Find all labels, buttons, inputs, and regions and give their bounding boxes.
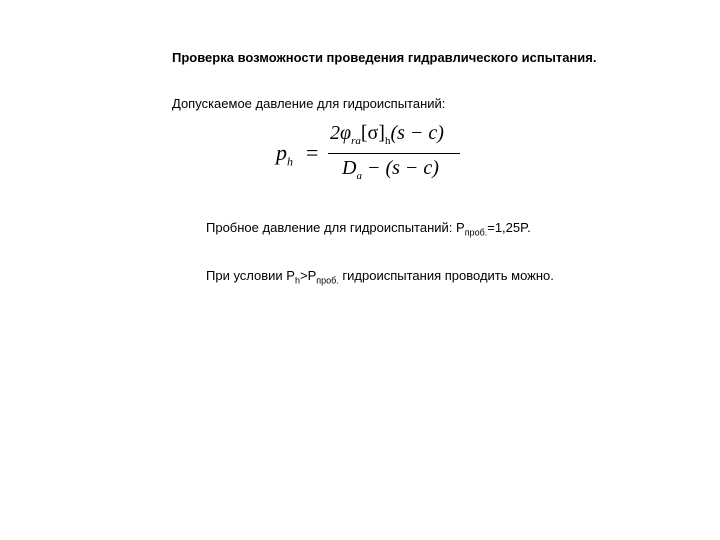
allowed-pressure-label: Допускаемое давление для гидроиспытаний: xyxy=(172,96,446,111)
fraction-bar xyxy=(328,153,460,154)
page-title: Проверка возможности проведения гидравлического испытания. xyxy=(172,50,597,65)
formula-lhs: $p_h$ xyxy=(276,140,293,169)
condition-line: При условии $P_h>P_{проб.}$ гидроиспытания проводить можно. xyxy=(206,268,554,286)
formula-equals: = xyxy=(306,140,319,165)
test-pressure-line: Пробное давление для гидроиспытаний: $P_{проб.}=1,25P$. xyxy=(206,220,531,238)
formula-numerator: $2\varphi_{ra}[\sigma]_h(s - c)$ xyxy=(330,122,444,147)
formula-denominator: $D_a - (s - c)$ xyxy=(342,157,439,182)
pressure-formula xyxy=(276,122,476,192)
